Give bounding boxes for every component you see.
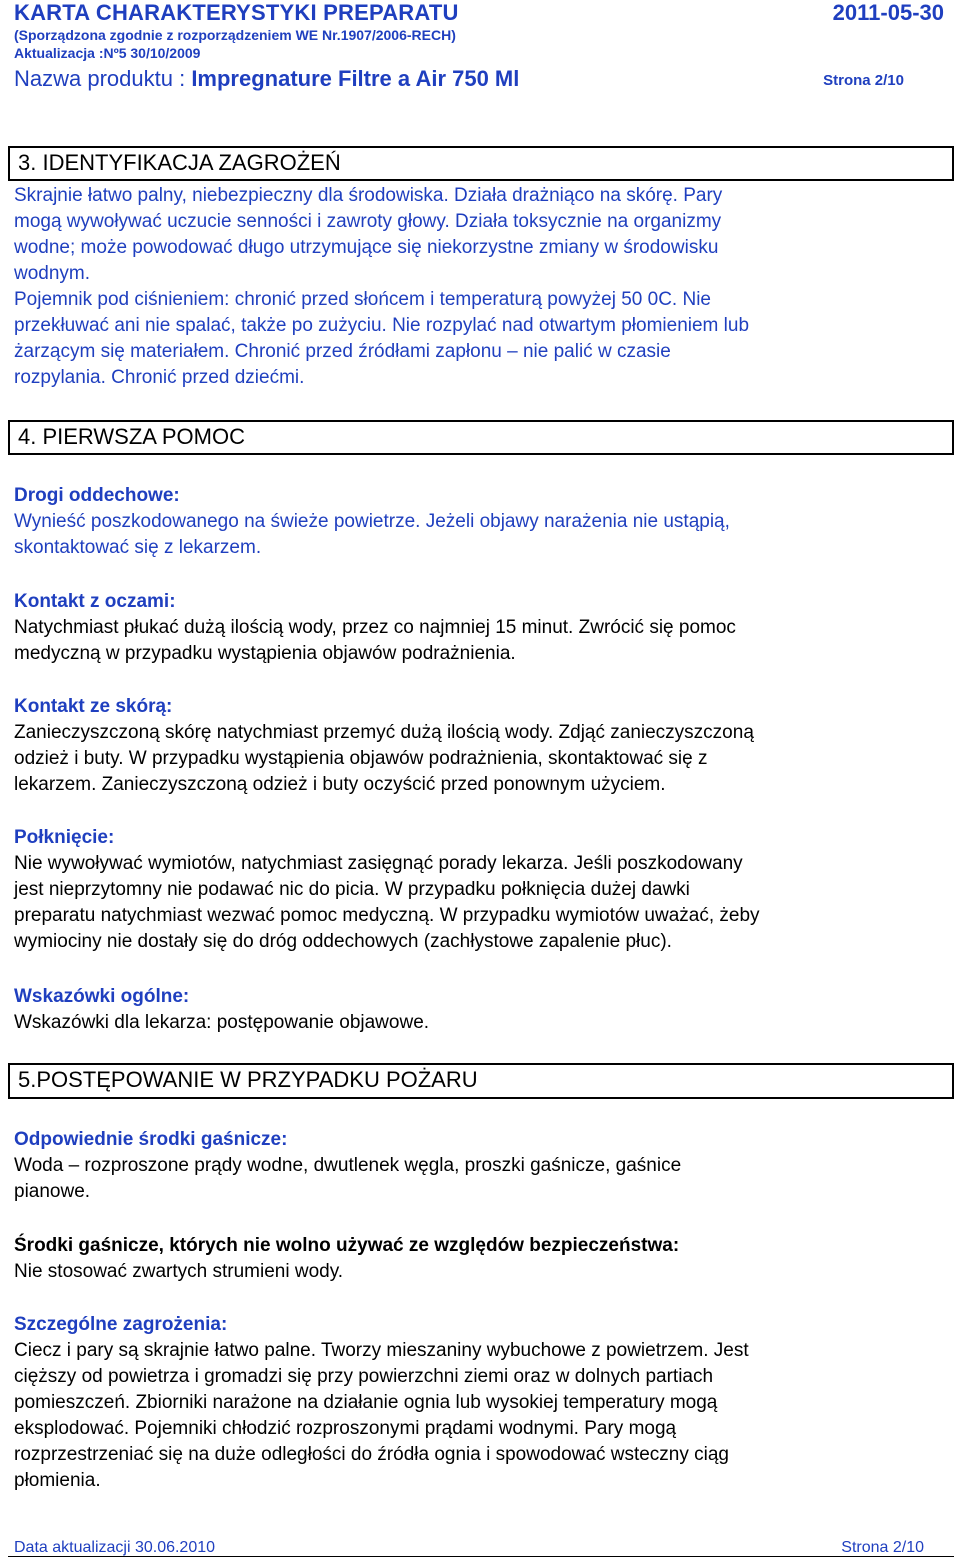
text-line: lekarzem. Zanieczyszczoną odzież i buty oczyścić przed ponownym użyciem. — [14, 774, 666, 795]
footer-divider — [8, 1556, 954, 1557]
text-line: Natychmiast płukać dużą ilością wody, przez co najmniej 15 minut. Zwrócić się pomoc — [14, 617, 736, 638]
text-line: Wynieść poszkodowanego na świeże powietrze. Jeżeli objawy narażenia nie ustąpią, — [14, 511, 730, 532]
text-line: preparatu natychmiast wezwać pomoc medyczną. W przypadku wymiotów uważać, żeby — [14, 905, 760, 926]
skin-heading: Kontakt ze skórą: — [14, 696, 173, 717]
document-date: 2011-05-30 — [832, 0, 944, 25]
section-3-line: Skrajnie łatwo palny, niebezpieczny dla środowiska. Działa drażniąco na skórę. Pary — [14, 185, 723, 206]
text-line: Wskazówki dla lekarza: postępowanie objawowe. — [14, 1012, 430, 1033]
extinguishing-media-text — [14, 1153, 914, 1205]
update-number: Aktualizacja :Nº5 30/10/2009 — [14, 45, 201, 61]
text-line: wymiociny nie dostały się do dróg oddechowych (zachłystowe zapalenie płuc). — [14, 931, 672, 952]
unsuitable-media-text — [14, 1259, 914, 1285]
text-line: Ciecz i pary są skrajnie łatwo palne. Tworzy mieszaniny wybuchowe z powietrzem. Jest — [14, 1340, 749, 1361]
regulation-subtitle: (Sporządzona zgodnie z rozporządzeniem WE Nr.1907/2006-RECH) — [14, 27, 456, 43]
section-3-line: żarzącym się materiałem. Chronić przed źródłami zapłonu – nie palić w czasie — [14, 341, 671, 362]
section-3-line: przekłuwać ani nie spalać, także po zużyciu. Nie rozpylać nad otwartym płomieniem lub — [14, 315, 750, 336]
text-line: rozprzestrzeniać się na duże odległości do źródła ognia i spowodować wsteczny ciąg — [14, 1444, 729, 1465]
section-3-line: Pojemnik pod ciśnieniem: chronić przed słońcem i temperaturą powyżej 50 0C. Nie — [14, 289, 711, 310]
text-line: eksplodować. Pojemniki chłodzić rozproszonymi prądami wodnymi. Pary mogą — [14, 1418, 677, 1439]
section-3-heading — [8, 146, 954, 181]
product-name-line — [14, 66, 519, 92]
header-page-number: Strona 2/10 — [823, 72, 904, 89]
footer-update-date: Data aktualizacji 30.06.2010 — [14, 1539, 216, 1556]
section-5-heading — [8, 1063, 954, 1099]
section-4-heading-text: 4. PIERWSZA POMOC — [18, 424, 245, 449]
text-line: Zanieczyszczoną skórę natychmiast przemyć dużą ilością wody. Zdjąć zanieczyszczoną — [14, 722, 754, 743]
product-label: Nazwa produktu : — [14, 66, 192, 91]
special-hazards-heading: Szczególne zagrożenia: — [14, 1314, 228, 1335]
section-4-heading — [8, 420, 954, 455]
ingestion-text — [14, 851, 914, 955]
text-line: Woda – rozproszone prądy wodne, dwutlenek węgla, proszki gaśnicze, gaśnice — [14, 1155, 682, 1176]
section-3-line: wodne; może powodować długo utrzymujące się niekorzystne zmiany w środowisku — [14, 237, 719, 258]
document-title: KARTA CHARAKTERYSTYKI PREPARATU — [14, 0, 459, 25]
product-name: Impregnature Filtre a Air 750 Ml — [191, 66, 520, 91]
text-line: skontaktować się z lekarzem. — [14, 537, 262, 558]
general-heading: Wskazówki ogólne: — [14, 986, 190, 1007]
text-line: jest nieprzytomny nie podawać nic do picia. W przypadku połknięcia dużej dawki — [14, 879, 690, 900]
text-line: odzież i buty. W przypadku wystąpienia objawów podrażnienia, skontaktować się z — [14, 748, 708, 769]
text-line: pomieszczeń. Zbiorniki narażone na działanie ognia lub wysokiej temperatury mogą — [14, 1392, 718, 1413]
eyes-text — [14, 615, 914, 667]
section-3-heading-text: 3. IDENTYFIKACJA ZAGROŻEŃ — [18, 150, 341, 175]
section-3-line: wodnym. — [14, 263, 91, 284]
section-3-line: mogą wywoływać uczucie senności i zawroty głowy. Działa toksycznie na organizmy — [14, 211, 722, 232]
text-line: Nie wywoływać wymiotów, natychmiast zasięgnąć porady lekarza. Jeśli poszkodowany — [14, 853, 743, 874]
ingestion-heading: Połknięcie: — [14, 827, 115, 848]
section-3-body — [14, 183, 914, 391]
extinguishing-media-heading: Odpowiednie środki gaśnicze: — [14, 1129, 288, 1150]
section-3-line: rozpylania. Chronić przed dziećmi. — [14, 367, 305, 388]
special-hazards-text — [14, 1338, 914, 1494]
text-line: pianowe. — [14, 1181, 91, 1202]
eyes-heading: Kontakt z oczami: — [14, 591, 176, 612]
general-text — [14, 1010, 914, 1036]
inhalation-heading: Drogi oddechowe: — [14, 485, 180, 506]
section-5-heading-text: 5.POSTĘPOWANIE W PRZYPADKU POŻARU — [18, 1067, 478, 1092]
inhalation-text — [14, 509, 914, 561]
text-line: cięższy od powietrza i gromadzi się przy powierzchni ziemi oraz w dolnych partiach — [14, 1366, 714, 1387]
text-line: medyczną w przypadku wystąpienia objawów podrażnienia. — [14, 643, 516, 664]
footer-page-number: Strona 2/10 — [841, 1539, 924, 1556]
text-line: Nie stosować zwartych strumieni wody. — [14, 1261, 344, 1282]
unsuitable-media-heading: Środki gaśnicze, których nie wolno używać ze względów bezpieczeństwa: — [14, 1235, 680, 1256]
text-line: płomienia. — [14, 1470, 101, 1491]
skin-text — [14, 720, 914, 798]
